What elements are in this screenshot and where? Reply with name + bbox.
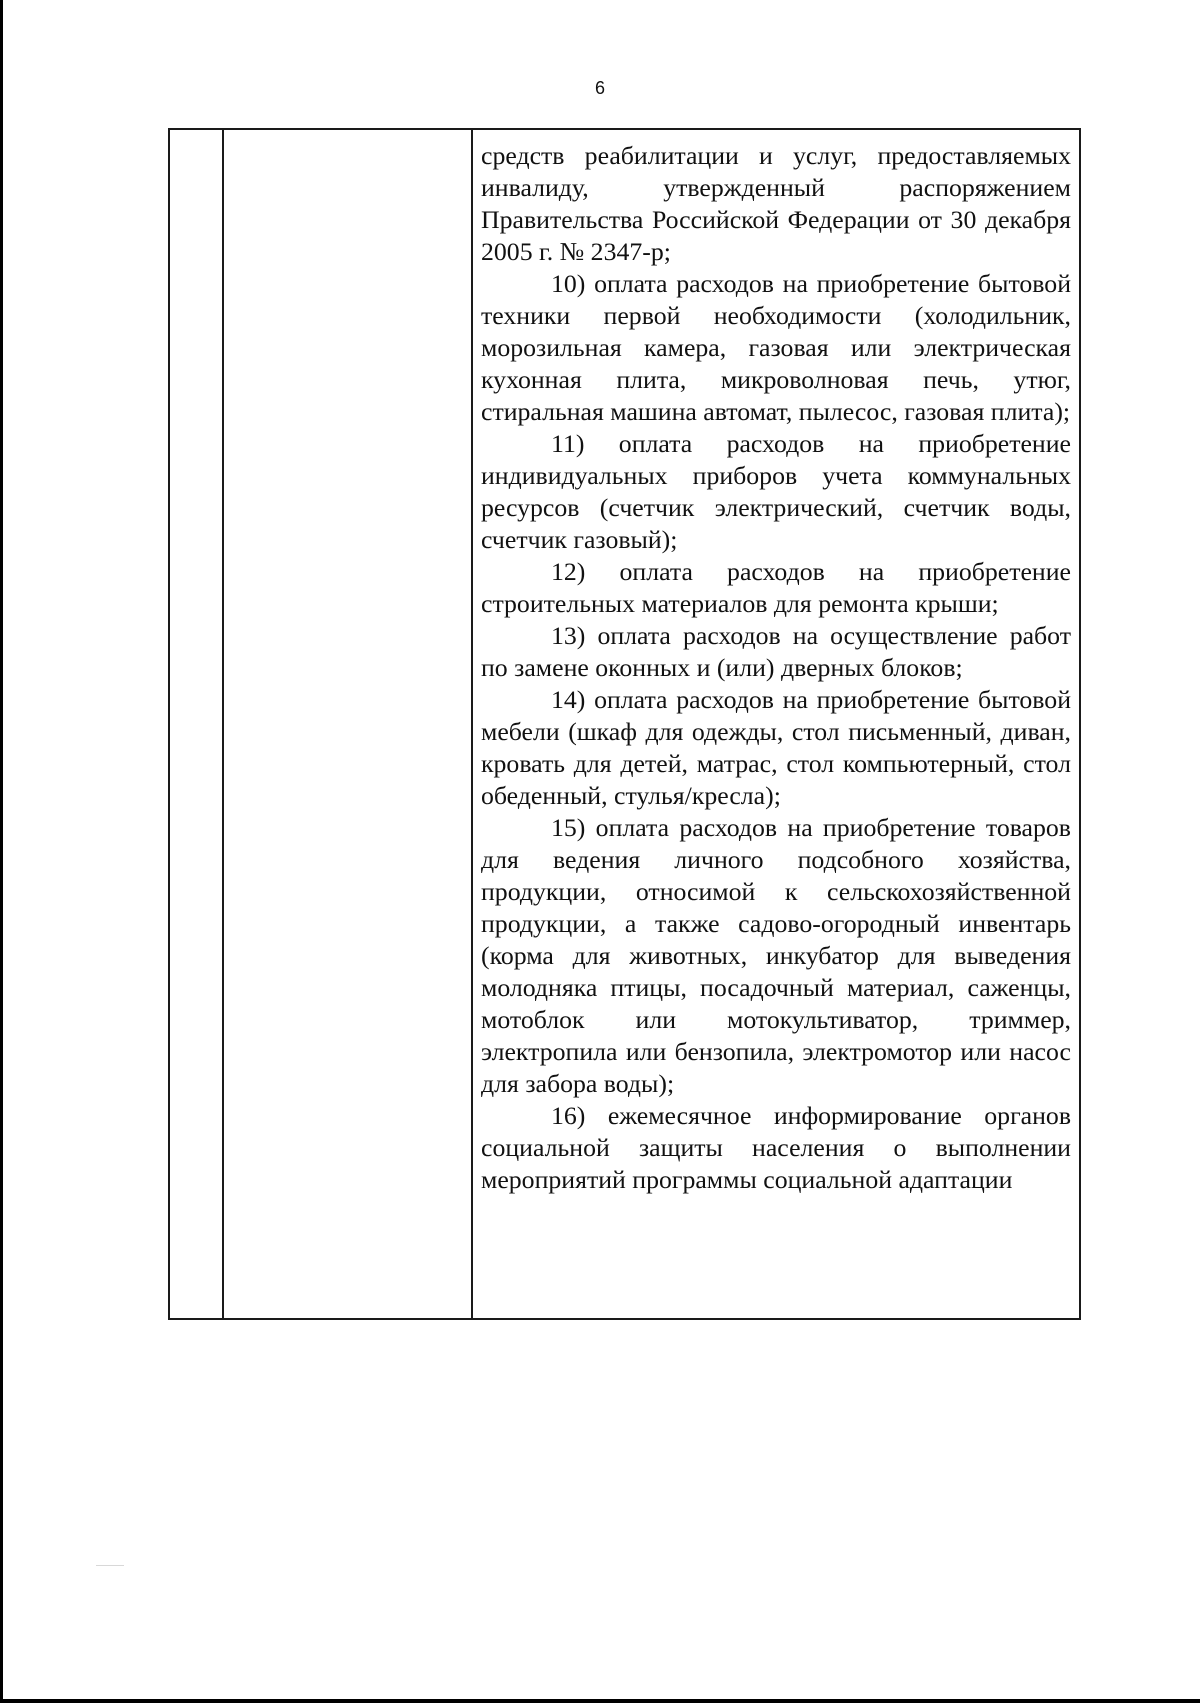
scan-left-edge [0, 0, 3, 1703]
table-cell-content [472, 129, 1080, 1319]
scan-artifact [96, 1565, 124, 1566]
paragraph-item-14: 14) оплата расходов на приобретение бытовой мебели (шкаф для одежды, стол письменный, диван, кровать для детей, матрас, стол компьютерный, стол обеденный, стулья/кресла); [481, 685, 1071, 810]
paragraph-continuation: средств реабилитации и услуг, предоставляемых инвалиду, утвержденный распоряжением Правительства Российской Федерации от 30 декабря 2005 г. № 2347-р; [481, 141, 1071, 266]
paragraph-item-16: 16) ежемесячное информирование органов социальной защиты населения о выполнении мероприятий программы социальной адаптации [481, 1101, 1071, 1194]
paragraph-item-12: 12) оплата расходов на приобретение строительных материалов для ремонта крыши; [481, 557, 1071, 618]
paragraph-item-15: 15) оплата расходов на приобретение товаров для ведения личного подсобного хозяйства, продукции, относимой к сельскохозяйственной продукции, а также садово-огородный инвентарь (корма для животных, инкубатор для выведения молодняка птицы, посадочный материал, саженцы, мотоблок или мотокультиватор, триммер, электропила или бензопила, электромотор или насос для забора воды); [481, 813, 1071, 1098]
paragraph-item-13: 13) оплата расходов на осуществление работ по замене оконных и (или) дверных блоков; [481, 621, 1071, 682]
scan-bottom-edge [0, 1699, 1200, 1703]
document-table [168, 128, 1081, 1320]
paragraph-item-10: 10) оплата расходов на приобретение бытовой техники первой необходимости (холодильник, морозильная камера, газовая или электрическая кухонная плита, микроволновая печь, утюг, стиральная машина автомат, пылесос, газовая плита); [481, 269, 1071, 426]
page-number: 6 [594, 78, 605, 98]
table-cell-number [169, 129, 223, 1319]
paragraph-item-11: 11) оплата расходов на приобретение индивидуальных приборов учета коммунальных ресурсов (счетчик электрический, счетчик воды, счетчик газовый); [481, 429, 1071, 554]
measures-list [481, 140, 1071, 1196]
table-row [169, 129, 1080, 1319]
table-cell-name [223, 129, 472, 1319]
